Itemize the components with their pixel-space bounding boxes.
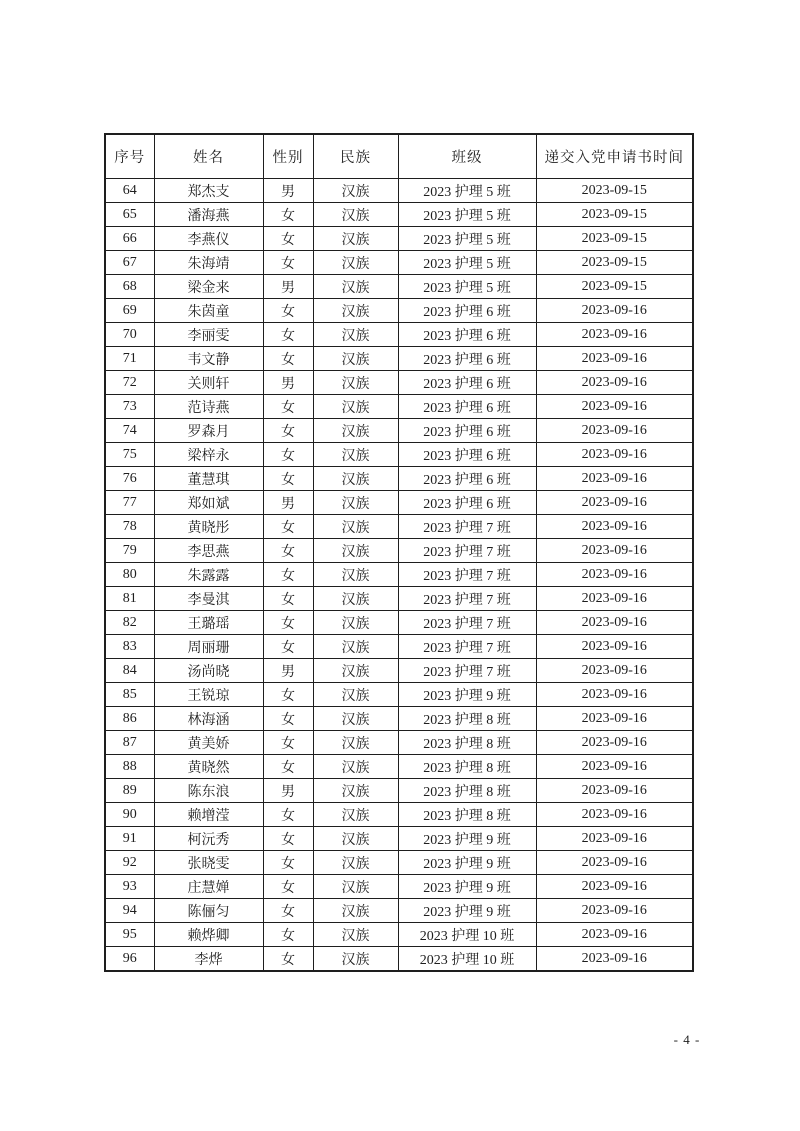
cell-application-date: 2023-09-15 [536,275,693,299]
cell-application-date: 2023-09-16 [536,923,693,947]
cell-name: 梁梓永 [154,443,263,467]
cell-gender: 男 [263,779,313,803]
cell-class: 2023 护理 5 班 [398,203,536,227]
cell-name: 陈东浪 [154,779,263,803]
cell-gender: 女 [263,419,313,443]
cell-application-date: 2023-09-16 [536,323,693,347]
cell-ethnicity: 汉族 [313,659,398,683]
cell-index: 95 [105,923,154,947]
cell-gender: 女 [263,923,313,947]
table-row [105,179,693,203]
table-row [105,803,693,827]
table-row [105,251,693,275]
cell-name: 李曼淇 [154,587,263,611]
cell-class: 2023 护理 6 班 [398,371,536,395]
cell-name: 陈俪匀 [154,899,263,923]
cell-name: 罗森月 [154,419,263,443]
cell-name: 黄晓彤 [154,515,263,539]
cell-application-date: 2023-09-15 [536,251,693,275]
cell-gender: 女 [263,707,313,731]
cell-class: 2023 护理 5 班 [398,275,536,299]
cell-ethnicity: 汉族 [313,707,398,731]
cell-application-date: 2023-09-16 [536,419,693,443]
table-row [105,923,693,947]
cell-application-date: 2023-09-16 [536,395,693,419]
cell-application-date: 2023-09-16 [536,731,693,755]
cell-gender: 女 [263,947,313,972]
table-row [105,467,693,491]
cell-index: 93 [105,875,154,899]
table-row [105,827,693,851]
cell-application-date: 2023-09-15 [536,179,693,203]
cell-name: 朱露露 [154,563,263,587]
table-row [105,899,693,923]
party-application-roster-table [104,133,694,972]
cell-ethnicity: 汉族 [313,827,398,851]
cell-index: 70 [105,323,154,347]
cell-class: 2023 护理 7 班 [398,515,536,539]
cell-gender: 男 [263,491,313,515]
header-cell-class: 班级 [398,134,536,179]
cell-index: 82 [105,611,154,635]
cell-class: 2023 护理 8 班 [398,707,536,731]
cell-gender: 女 [263,755,313,779]
page-number: - 4 - [673,1032,701,1047]
table-row [105,347,693,371]
cell-gender: 女 [263,803,313,827]
cell-name: 林海涵 [154,707,263,731]
cell-class: 2023 护理 7 班 [398,635,536,659]
cell-application-date: 2023-09-16 [536,443,693,467]
cell-name: 关则轩 [154,371,263,395]
cell-class: 2023 护理 8 班 [398,755,536,779]
table-row [105,323,693,347]
cell-ethnicity: 汉族 [313,347,398,371]
cell-gender: 女 [263,299,313,323]
cell-name: 范诗燕 [154,395,263,419]
cell-gender: 女 [263,227,313,251]
cell-application-date: 2023-09-16 [536,563,693,587]
cell-application-date: 2023-09-16 [536,947,693,972]
table-row [105,947,693,972]
cell-application-date: 2023-09-16 [536,851,693,875]
cell-index: 74 [105,419,154,443]
table-row [105,707,693,731]
cell-index: 89 [105,779,154,803]
table-row [105,371,693,395]
cell-name: 朱茵童 [154,299,263,323]
cell-index: 83 [105,635,154,659]
cell-ethnicity: 汉族 [313,947,398,972]
header-cell-name: 姓名 [154,134,263,179]
cell-ethnicity: 汉族 [313,539,398,563]
cell-gender: 女 [263,395,313,419]
cell-class: 2023 护理 7 班 [398,659,536,683]
cell-index: 75 [105,443,154,467]
cell-application-date: 2023-09-16 [536,659,693,683]
cell-class: 2023 护理 7 班 [398,539,536,563]
cell-name: 郑如斌 [154,491,263,515]
cell-name: 李燕仪 [154,227,263,251]
cell-index: 67 [105,251,154,275]
table-row [105,515,693,539]
cell-ethnicity: 汉族 [313,467,398,491]
cell-index: 66 [105,227,154,251]
table-row [105,731,693,755]
cell-application-date: 2023-09-16 [536,875,693,899]
table-row [105,683,693,707]
cell-ethnicity: 汉族 [313,203,398,227]
cell-name: 潘海燕 [154,203,263,227]
table-row [105,203,693,227]
cell-gender: 女 [263,611,313,635]
cell-application-date: 2023-09-16 [536,635,693,659]
cell-class: 2023 护理 6 班 [398,419,536,443]
cell-gender: 女 [263,467,313,491]
table-row [105,875,693,899]
cell-ethnicity: 汉族 [313,323,398,347]
cell-ethnicity: 汉族 [313,635,398,659]
cell-name: 王璐瑶 [154,611,263,635]
cell-name: 梁金来 [154,275,263,299]
table-row [105,227,693,251]
cell-index: 71 [105,347,154,371]
cell-name: 柯沅秀 [154,827,263,851]
cell-application-date: 2023-09-16 [536,827,693,851]
cell-name: 朱海靖 [154,251,263,275]
cell-gender: 女 [263,875,313,899]
cell-class: 2023 护理 6 班 [398,395,536,419]
cell-gender: 女 [263,203,313,227]
cell-class: 2023 护理 8 班 [398,731,536,755]
cell-application-date: 2023-09-16 [536,611,693,635]
cell-ethnicity: 汉族 [313,731,398,755]
cell-application-date: 2023-09-16 [536,707,693,731]
cell-gender: 女 [263,827,313,851]
table-row [105,539,693,563]
cell-application-date: 2023-09-16 [536,803,693,827]
table-row [105,779,693,803]
cell-ethnicity: 汉族 [313,851,398,875]
cell-name: 李丽雯 [154,323,263,347]
cell-index: 80 [105,563,154,587]
cell-index: 84 [105,659,154,683]
cell-gender: 男 [263,371,313,395]
cell-index: 68 [105,275,154,299]
cell-gender: 女 [263,323,313,347]
cell-ethnicity: 汉族 [313,515,398,539]
table-row [105,755,693,779]
table-row [105,275,693,299]
cell-application-date: 2023-09-16 [536,779,693,803]
cell-name: 赖增滢 [154,803,263,827]
cell-application-date: 2023-09-16 [536,755,693,779]
cell-class: 2023 护理 6 班 [398,323,536,347]
cell-index: 87 [105,731,154,755]
cell-gender: 男 [263,179,313,203]
cell-index: 88 [105,755,154,779]
cell-gender: 女 [263,851,313,875]
cell-name: 郑杰支 [154,179,263,203]
cell-ethnicity: 汉族 [313,587,398,611]
cell-name: 张晓雯 [154,851,263,875]
cell-index: 94 [105,899,154,923]
cell-class: 2023 护理 6 班 [398,299,536,323]
cell-ethnicity: 汉族 [313,611,398,635]
header-cell-application-date: 递交入党申请书时间 [536,134,693,179]
cell-class: 2023 护理 9 班 [398,899,536,923]
cell-application-date: 2023-09-16 [536,683,693,707]
cell-application-date: 2023-09-16 [536,539,693,563]
cell-name: 李思燕 [154,539,263,563]
cell-ethnicity: 汉族 [313,563,398,587]
cell-index: 79 [105,539,154,563]
cell-name: 王锐琼 [154,683,263,707]
cell-index: 91 [105,827,154,851]
table-row [105,491,693,515]
cell-index: 96 [105,947,154,972]
cell-application-date: 2023-09-16 [536,491,693,515]
table-row [105,443,693,467]
cell-application-date: 2023-09-16 [536,515,693,539]
cell-class: 2023 护理 7 班 [398,587,536,611]
cell-name: 黄晓然 [154,755,263,779]
cell-index: 77 [105,491,154,515]
cell-ethnicity: 汉族 [313,251,398,275]
cell-class: 2023 护理 6 班 [398,467,536,491]
cell-ethnicity: 汉族 [313,491,398,515]
cell-ethnicity: 汉族 [313,299,398,323]
cell-class: 2023 护理 9 班 [398,875,536,899]
cell-index: 72 [105,371,154,395]
cell-ethnicity: 汉族 [313,227,398,251]
cell-ethnicity: 汉族 [313,683,398,707]
cell-name: 周丽珊 [154,635,263,659]
cell-class: 2023 护理 6 班 [398,347,536,371]
cell-application-date: 2023-09-16 [536,587,693,611]
cell-index: 76 [105,467,154,491]
header-cell-ethnicity: 民族 [313,134,398,179]
table-row [105,299,693,323]
cell-index: 73 [105,395,154,419]
cell-ethnicity: 汉族 [313,419,398,443]
cell-class: 2023 护理 5 班 [398,227,536,251]
cell-gender: 女 [263,443,313,467]
cell-ethnicity: 汉族 [313,275,398,299]
cell-class: 2023 护理 7 班 [398,611,536,635]
cell-gender: 女 [263,515,313,539]
cell-ethnicity: 汉族 [313,875,398,899]
cell-ethnicity: 汉族 [313,371,398,395]
cell-index: 69 [105,299,154,323]
cell-application-date: 2023-09-15 [536,227,693,251]
cell-index: 78 [105,515,154,539]
cell-gender: 女 [263,635,313,659]
cell-index: 81 [105,587,154,611]
cell-name: 韦文静 [154,347,263,371]
cell-name: 庄慧婵 [154,875,263,899]
header-cell-gender: 性别 [263,134,313,179]
cell-ethnicity: 汉族 [313,443,398,467]
header-cell-index: 序号 [105,134,154,179]
cell-class: 2023 护理 8 班 [398,779,536,803]
cell-application-date: 2023-09-16 [536,371,693,395]
cell-index: 64 [105,179,154,203]
cell-name: 董慧琪 [154,467,263,491]
cell-name: 赖烨卿 [154,923,263,947]
cell-gender: 女 [263,899,313,923]
cell-ethnicity: 汉族 [313,923,398,947]
cell-gender: 男 [263,275,313,299]
cell-class: 2023 护理 10 班 [398,923,536,947]
cell-application-date: 2023-09-15 [536,203,693,227]
cell-index: 90 [105,803,154,827]
cell-class: 2023 护理 7 班 [398,563,536,587]
cell-class: 2023 护理 6 班 [398,491,536,515]
table-row [105,563,693,587]
cell-class: 2023 护理 8 班 [398,803,536,827]
table-row [105,419,693,443]
header-row [105,134,693,179]
cell-name: 李烨 [154,947,263,972]
cell-gender: 女 [263,587,313,611]
cell-ethnicity: 汉族 [313,179,398,203]
cell-gender: 女 [263,347,313,371]
cell-ethnicity: 汉族 [313,803,398,827]
cell-ethnicity: 汉族 [313,395,398,419]
cell-gender: 女 [263,251,313,275]
cell-gender: 女 [263,539,313,563]
cell-ethnicity: 汉族 [313,779,398,803]
cell-class: 2023 护理 9 班 [398,827,536,851]
cell-class: 2023 护理 5 班 [398,179,536,203]
cell-index: 85 [105,683,154,707]
cell-index: 65 [105,203,154,227]
cell-class: 2023 护理 6 班 [398,443,536,467]
table-row [105,395,693,419]
cell-gender: 女 [263,563,313,587]
cell-gender: 男 [263,659,313,683]
cell-class: 2023 护理 10 班 [398,947,536,972]
cell-name: 汤尚晓 [154,659,263,683]
table-row [105,659,693,683]
cell-application-date: 2023-09-16 [536,467,693,491]
cell-class: 2023 护理 9 班 [398,851,536,875]
cell-application-date: 2023-09-16 [536,347,693,371]
table-row [105,611,693,635]
cell-class: 2023 护理 5 班 [398,251,536,275]
cell-ethnicity: 汉族 [313,755,398,779]
cell-application-date: 2023-09-16 [536,899,693,923]
cell-application-date: 2023-09-16 [536,299,693,323]
cell-class: 2023 护理 9 班 [398,683,536,707]
table-row [105,851,693,875]
table-row [105,587,693,611]
cell-gender: 女 [263,683,313,707]
table-row [105,635,693,659]
cell-index: 92 [105,851,154,875]
cell-name: 黄美娇 [154,731,263,755]
cell-gender: 女 [263,731,313,755]
cell-ethnicity: 汉族 [313,899,398,923]
cell-index: 86 [105,707,154,731]
